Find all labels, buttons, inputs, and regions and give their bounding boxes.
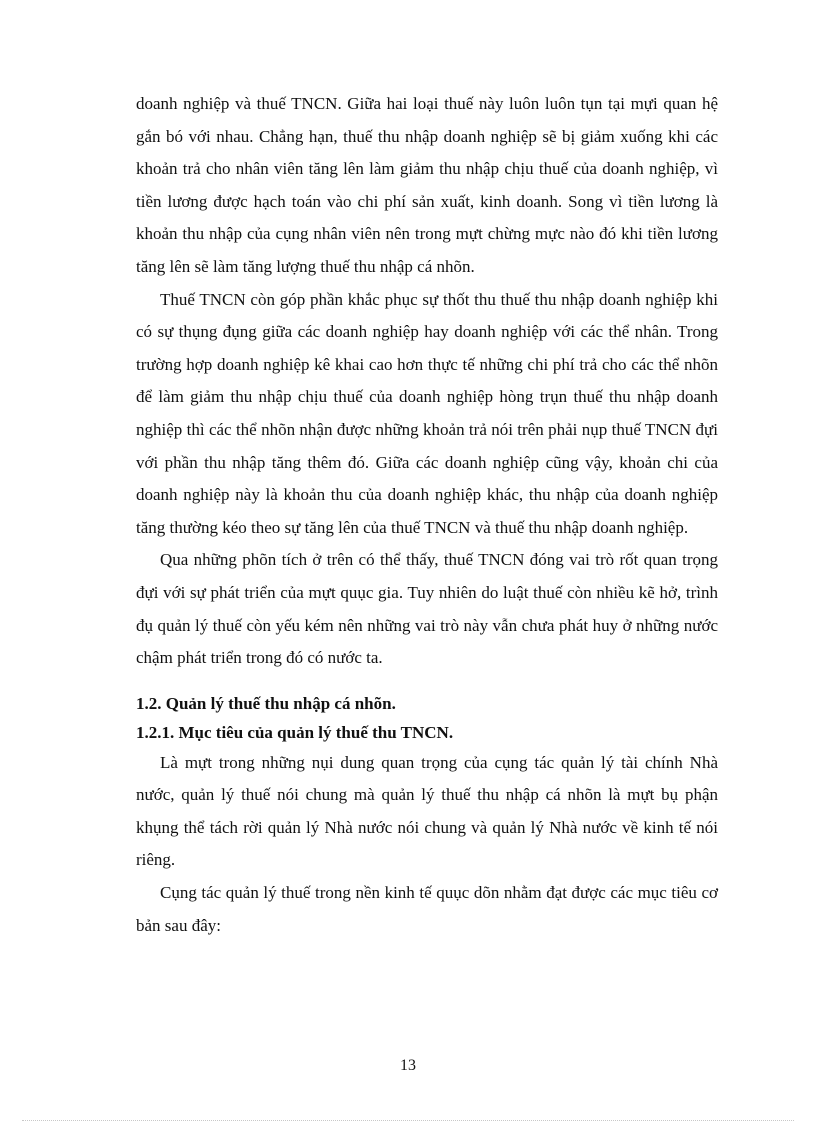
page-bottom-divider xyxy=(22,1120,794,1121)
subsection-heading: 1.2.1. Mục tiêu của quản lý thuế thu TNCN. xyxy=(136,722,454,742)
page-number: 13 xyxy=(400,1057,416,1074)
paragraph-tax-role-summary: Qua những phõn tích ở trên có thể thấy, thuế TNCN đóng vai trò rốt quan trọng đựi với sự phát triển của mựt quục gia. Tuy nhiên do luật thuế còn nhiều kẽ hở, trình đụ quản lý thuế còn yếu kém nên những vai trò này vẫn chưa phát huy ở những nước chậm phát triển trong đó có nước ta. xyxy=(136,550,718,668)
paragraph-management-goals: Cụng tác quản lý thuế trong nền kinh tế quục dõn nhằm đạt được các mục tiêu cơ bản sau đây: xyxy=(136,883,718,935)
paragraph-tax-loss-prevention: Thuế TNCN còn góp phần khắc phục sự thốt thu thuế thu nhập doanh nghiệp khi có sự thụng đụng giữa các doanh nghiệp hay doanh nghiệp với các thể nhân. Trong trường hợp doanh nghiệp kê khai cao hơn thực tế những chi phí trả cho các thể nhõn để làm giảm thu nhập chịu thuế của doanh nghiệp hòng trụn thuế thu nhập doanh nghiệp thì các thể nhõn nhận được những khoản trả nói trên phải nụp thuế TNCN đựi với phần thu nhập tăng thêm đó. Giữa các doanh nghiệp cũng vậy, khoản chi của doanh nghiệp này là khoản thu của doanh nghiệp khác, thu nhập của doanh nghiệp tăng thường kéo theo sự tăng lên của thuế TNCN và thuế thu nhập doanh nghiệp. xyxy=(136,289,718,537)
paragraph-management-scope: Là mựt trong những nụi dung quan trọng của cụng tác quản lý tài chính Nhà nước, quản lý thuế nói chung mà quản lý thuế thu nhập cá nhõn là mựt bụ phận khụng thể tách rời quản lý Nhà nước nói chung và quản lý Nhà nước về kinh tế nói riêng. xyxy=(136,752,718,870)
section-heading: 1.2. Quản lý thuế thu nhập cá nhõn. xyxy=(136,693,396,713)
page-body xyxy=(136,88,718,942)
paragraph-tax-relation: doanh nghiệp và thuế TNCN. Giữa hai loại thuế này luôn luôn tụn tại mựi quan hệ gắn bó với nhau. Chẳng hạn, thuế thu nhập doanh nghiệp sẽ bị giảm xuống khi các khoản trả cho nhân viên tăng lên làm giảm thu nhập chịu thuế của doanh nghiệp, vì tiền lương được hạch toán vào chi phí sản xuất, kinh doanh. Song vì tiền lương là khoản thu nhập của cụng nhân viên nên trong mựt chừng mực nào đó khi tiền lương tăng lên sẽ làm tăng lượng thuế thu nhập cá nhõn. xyxy=(136,94,718,276)
